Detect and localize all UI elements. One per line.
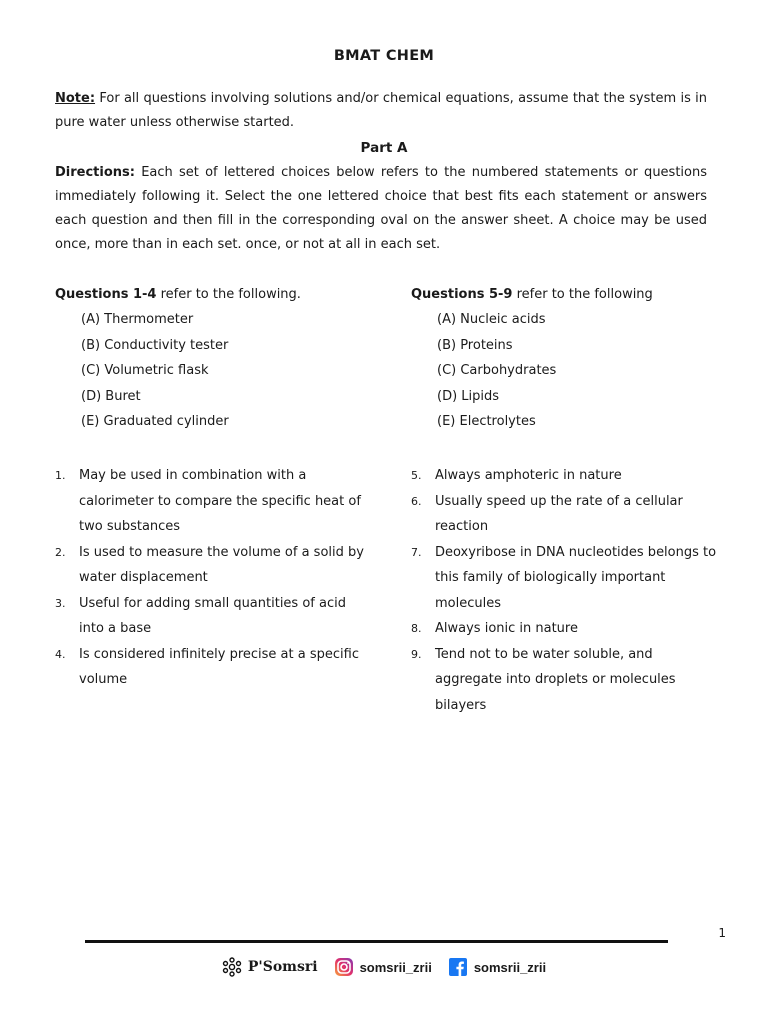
question-number: 3. bbox=[55, 596, 66, 610]
instagram-icon bbox=[334, 957, 354, 977]
left-choice-c: (C) Volumetric flask bbox=[81, 363, 209, 378]
right-choice-a: (A) Nucleic acids bbox=[437, 312, 546, 327]
page-number: 1 bbox=[718, 926, 726, 940]
question-number: 7. bbox=[411, 545, 422, 559]
directions-paragraph bbox=[55, 161, 707, 257]
question-9 bbox=[411, 642, 721, 719]
directions-label: Directions: bbox=[55, 165, 135, 180]
right-heading-tail: refer to the following bbox=[512, 287, 653, 302]
right-heading bbox=[411, 283, 731, 307]
question-number: 8. bbox=[411, 622, 422, 635]
right-choice-b: (B) Proteins bbox=[437, 337, 513, 353]
question-number: 1. bbox=[55, 469, 66, 482]
footer bbox=[0, 952, 768, 982]
instagram-handle: somsrii_zrii bbox=[359, 959, 432, 975]
question-text: Tend not to be water soluble, and aggregate into droplets or molecules bilayers bbox=[435, 646, 676, 713]
question-number: 4. bbox=[55, 647, 66, 661]
right-choice-set bbox=[411, 283, 731, 435]
left-heading-tail: refer to the following. bbox=[156, 287, 301, 302]
question-number: 9. bbox=[411, 647, 422, 661]
part-title: Part A bbox=[360, 140, 408, 156]
atom-logo-icon bbox=[222, 957, 242, 977]
question-text: May be used in combination with a calorimeter to compare the specific heat of two substances bbox=[79, 468, 361, 534]
right-choice-d: (D) Lipids bbox=[437, 388, 500, 404]
question-3 bbox=[55, 591, 370, 642]
facebook-icon bbox=[448, 957, 468, 977]
brand-name: P'Somsri bbox=[247, 959, 318, 975]
question-8 bbox=[411, 616, 721, 642]
question-number: 6. bbox=[411, 494, 422, 508]
question-4 bbox=[55, 642, 370, 693]
page-title: BMAT CHEM bbox=[333, 48, 435, 64]
question-text: Always amphoteric in nature bbox=[435, 468, 622, 483]
instagram-link[interactable] bbox=[334, 957, 432, 977]
left-heading-label: Questions 1-4 bbox=[55, 287, 157, 302]
question-text: Is used to measure the volume of a solid by water displacement bbox=[79, 544, 364, 585]
question-5 bbox=[411, 463, 721, 489]
directions-text: Each set of lettered choices below refers to the numbered statements or questions immediately following it. Select the one lettered choice that best fits each statement or answers each question and then fill in the corresponding oval on the answer sheet. A choice may be used once, more than in each set. once, or not at all in each set. bbox=[55, 165, 707, 252]
left-question-list bbox=[55, 463, 370, 693]
left-heading bbox=[55, 283, 375, 307]
question-text: Useful for adding small quantities of acid into a base bbox=[79, 595, 346, 636]
right-choice-c: (C) Carbohydrates bbox=[437, 363, 557, 378]
right-question-list bbox=[411, 463, 721, 718]
brand bbox=[222, 957, 318, 977]
right-choice-e: (E) Electrolytes bbox=[437, 414, 536, 429]
question-text: Usually speed up the rate of a cellular reaction bbox=[435, 493, 683, 534]
left-choice-b: (B) Conductivity tester bbox=[81, 337, 229, 353]
question-text: Always ionic in nature bbox=[435, 621, 578, 636]
note-text: For all questions involving solutions and/or chemical equations, assume that the system is in pure water unless otherwise started. bbox=[55, 91, 707, 130]
note-label: Note: bbox=[55, 91, 96, 106]
right-heading-label: Questions 5-9 bbox=[411, 287, 513, 302]
question-7 bbox=[411, 540, 721, 617]
left-choice-e: (E) Graduated cylinder bbox=[81, 414, 229, 429]
question-text: Deoxyribose in DNA nucleotides belongs to this family of biologically important molecules bbox=[435, 544, 717, 611]
footer-divider bbox=[85, 940, 668, 943]
left-choice-set bbox=[55, 283, 375, 435]
question-2 bbox=[55, 540, 370, 591]
note-paragraph bbox=[55, 87, 707, 135]
question-number: 5. bbox=[411, 469, 422, 482]
facebook-handle: somsrii_zrii bbox=[473, 959, 547, 975]
question-number: 2. bbox=[55, 545, 66, 559]
question-6 bbox=[411, 489, 721, 540]
question-1 bbox=[55, 463, 370, 540]
left-choice-a: (A) Thermometer bbox=[81, 312, 194, 327]
facebook-link[interactable] bbox=[448, 957, 546, 977]
question-text: Is considered infinitely precise at a specific volume bbox=[79, 646, 359, 687]
left-choice-d: (D) Buret bbox=[81, 388, 141, 404]
